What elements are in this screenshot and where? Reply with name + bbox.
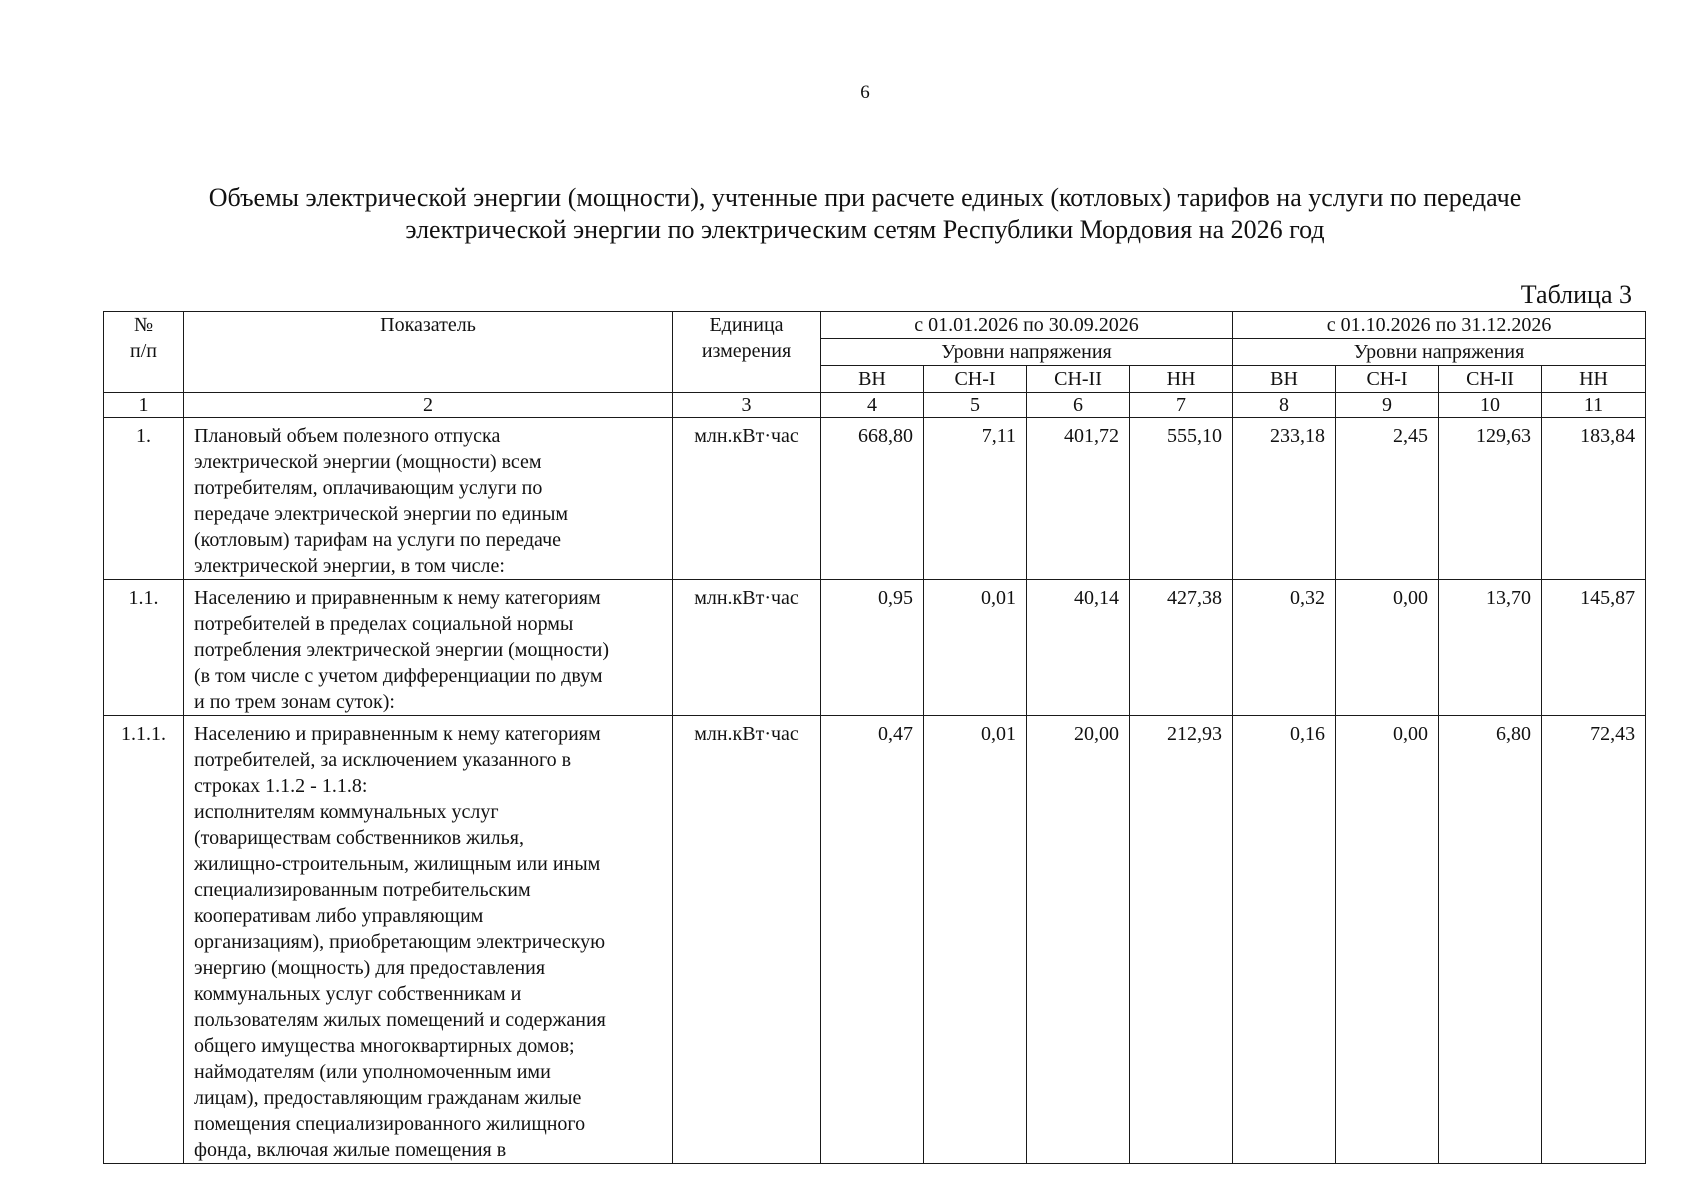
value-cell: 0,00 bbox=[1336, 716, 1439, 1164]
desc-line: кооперативам либо управляющим bbox=[194, 905, 484, 927]
value-cell: 401,72 bbox=[1027, 418, 1130, 580]
row-unit: млн.кВт·час bbox=[673, 716, 821, 1164]
volumes-table bbox=[103, 311, 1646, 1164]
desc-line: потребителей в пределах социальной нормы bbox=[194, 613, 574, 635]
desc-line: электрической энергии (мощности) всем bbox=[194, 451, 542, 473]
column-number: 6 bbox=[1027, 393, 1130, 418]
title-line-1: Объемы электрической энергии (мощности), учтенные при расчете единых (котловых) тарифов на услуги по передаче bbox=[208, 183, 1522, 212]
column-number: 11 bbox=[1542, 393, 1646, 418]
title-line-2: электрической энергии по электрическим сетям Республики Мордовия на 2026 год bbox=[405, 215, 1325, 244]
desc-line: потребителей, за исключением указанного в bbox=[194, 749, 572, 771]
desc-line: строках 1.1.2 - 1.1.8: bbox=[194, 775, 368, 797]
desc-line: и по трем зонам суток): bbox=[194, 691, 395, 713]
header-level-sn2: СН-II bbox=[1439, 366, 1542, 393]
desc-line: (товариществам собственников жилья, bbox=[194, 827, 524, 849]
column-number: 1 bbox=[104, 393, 184, 418]
table-row bbox=[104, 418, 1646, 580]
header-row-periods bbox=[104, 312, 1646, 339]
desc-line: жилищно-строительным, жилищным или иным bbox=[194, 853, 601, 875]
value-cell: 0,32 bbox=[1233, 580, 1336, 716]
desc-line: фонда, включая жилые помещения в bbox=[194, 1139, 507, 1161]
header-period-2: с 01.10.2026 по 31.12.2026 bbox=[1233, 312, 1646, 339]
value-cell: 0,47 bbox=[821, 716, 924, 1164]
desc-line: пользователям жилых помещений и содержания bbox=[194, 1009, 606, 1031]
desc-line: потребителям, оплачивающим услуги по bbox=[194, 477, 543, 499]
value-cell: 427,38 bbox=[1130, 580, 1233, 716]
value-cell: 0,16 bbox=[1233, 716, 1336, 1164]
row-unit: млн.кВт·час bbox=[673, 418, 821, 580]
header-unit-line1: Единица bbox=[709, 314, 784, 336]
header-unit bbox=[673, 312, 821, 393]
header-level-vn: ВН bbox=[1233, 366, 1336, 393]
header-indicator: Показатель bbox=[184, 312, 673, 393]
row-num: 1.1.1. bbox=[104, 716, 184, 1164]
value-cell: 7,11 bbox=[924, 418, 1027, 580]
desc-line: исполнителям коммунальных услуг bbox=[194, 801, 499, 823]
header-voltage-levels-2: Уровни напряжения bbox=[1233, 339, 1646, 366]
value-cell: 145,87 bbox=[1542, 580, 1646, 716]
header-level-sn1: СН-I bbox=[1336, 366, 1439, 393]
row-num: 1.1. bbox=[104, 580, 184, 716]
row-unit: млн.кВт·час bbox=[673, 580, 821, 716]
desc-line: энергию (мощность) для предоставления bbox=[194, 957, 546, 979]
desc-line: лицам), предоставляющим гражданам жилые bbox=[194, 1087, 582, 1109]
header-num-line1: № bbox=[133, 314, 154, 336]
header-level-sn2: СН-II bbox=[1027, 366, 1130, 393]
column-number: 3 bbox=[673, 393, 821, 418]
desc-line: коммунальных услуг собственникам и bbox=[194, 983, 522, 1005]
value-cell: 20,00 bbox=[1027, 716, 1130, 1164]
table-row bbox=[104, 716, 1646, 1164]
header-level-nn: НН bbox=[1130, 366, 1233, 393]
value-cell: 183,84 bbox=[1542, 418, 1646, 580]
value-cell: 0,01 bbox=[924, 716, 1027, 1164]
desc-line: Населению и приравненным к нему категориям bbox=[194, 587, 601, 609]
header-level-nn: НН bbox=[1542, 366, 1646, 393]
document-title bbox=[100, 182, 1630, 246]
desc-line: организациям), приобретающим электрическую bbox=[194, 931, 606, 953]
value-cell: 6,80 bbox=[1439, 716, 1542, 1164]
table-row bbox=[104, 580, 1646, 716]
value-cell: 72,43 bbox=[1542, 716, 1646, 1164]
column-number: 9 bbox=[1336, 393, 1439, 418]
value-cell: 13,70 bbox=[1439, 580, 1542, 716]
page-number: 6 bbox=[860, 82, 870, 103]
column-number: 10 bbox=[1439, 393, 1542, 418]
header-num-line2: п/п bbox=[130, 340, 157, 362]
value-cell: 129,63 bbox=[1439, 418, 1542, 580]
desc-line: наймодателям (или уполномоченным ими bbox=[194, 1061, 551, 1083]
value-cell: 0,95 bbox=[821, 580, 924, 716]
column-number: 5 bbox=[924, 393, 1027, 418]
desc-line: помещения специализированного жилищного bbox=[194, 1113, 586, 1135]
value-cell: 40,14 bbox=[1027, 580, 1130, 716]
desc-line: электрической энергии, в том числе: bbox=[194, 555, 505, 577]
row-description bbox=[184, 580, 673, 716]
column-number: 7 bbox=[1130, 393, 1233, 418]
value-cell: 0,01 bbox=[924, 580, 1027, 716]
table-label: Таблица 3 bbox=[1520, 280, 1632, 309]
desc-line: общего имущества многоквартирных домов; bbox=[194, 1035, 575, 1057]
column-number: 4 bbox=[821, 393, 924, 418]
value-cell: 212,93 bbox=[1130, 716, 1233, 1164]
value-cell: 2,45 bbox=[1336, 418, 1439, 580]
row-description bbox=[184, 716, 673, 1164]
row-description bbox=[184, 418, 673, 580]
header-period-1: с 01.01.2026 по 30.09.2026 bbox=[821, 312, 1233, 339]
desc-line: потребления электрической энергии (мощности) bbox=[194, 639, 610, 661]
desc-line: Плановый объем полезного отпуска bbox=[194, 425, 501, 447]
header-level-vn: ВН bbox=[821, 366, 924, 393]
header-level-sn1: СН-I bbox=[924, 366, 1027, 393]
header-num bbox=[104, 312, 184, 393]
header-unit-line2: измерения bbox=[701, 340, 792, 362]
value-cell: 233,18 bbox=[1233, 418, 1336, 580]
desc-line: (котловым) тарифам на услуги по передаче bbox=[194, 529, 562, 551]
column-number: 2 bbox=[184, 393, 673, 418]
value-cell: 668,80 bbox=[821, 418, 924, 580]
value-cell: 0,00 bbox=[1336, 580, 1439, 716]
desc-line: (в том числе с учетом дифференциации по двум bbox=[194, 665, 603, 687]
row-num: 1. bbox=[104, 418, 184, 580]
column-number: 8 bbox=[1233, 393, 1336, 418]
column-numbers-row bbox=[104, 393, 1646, 418]
desc-line: специализированным потребительским bbox=[194, 879, 531, 901]
header-voltage-levels-1: Уровни напряжения bbox=[821, 339, 1233, 366]
value-cell: 555,10 bbox=[1130, 418, 1233, 580]
desc-line: Населению и приравненным к нему категориям bbox=[194, 723, 601, 745]
desc-line: передаче электрической энергии по единым bbox=[194, 503, 569, 525]
